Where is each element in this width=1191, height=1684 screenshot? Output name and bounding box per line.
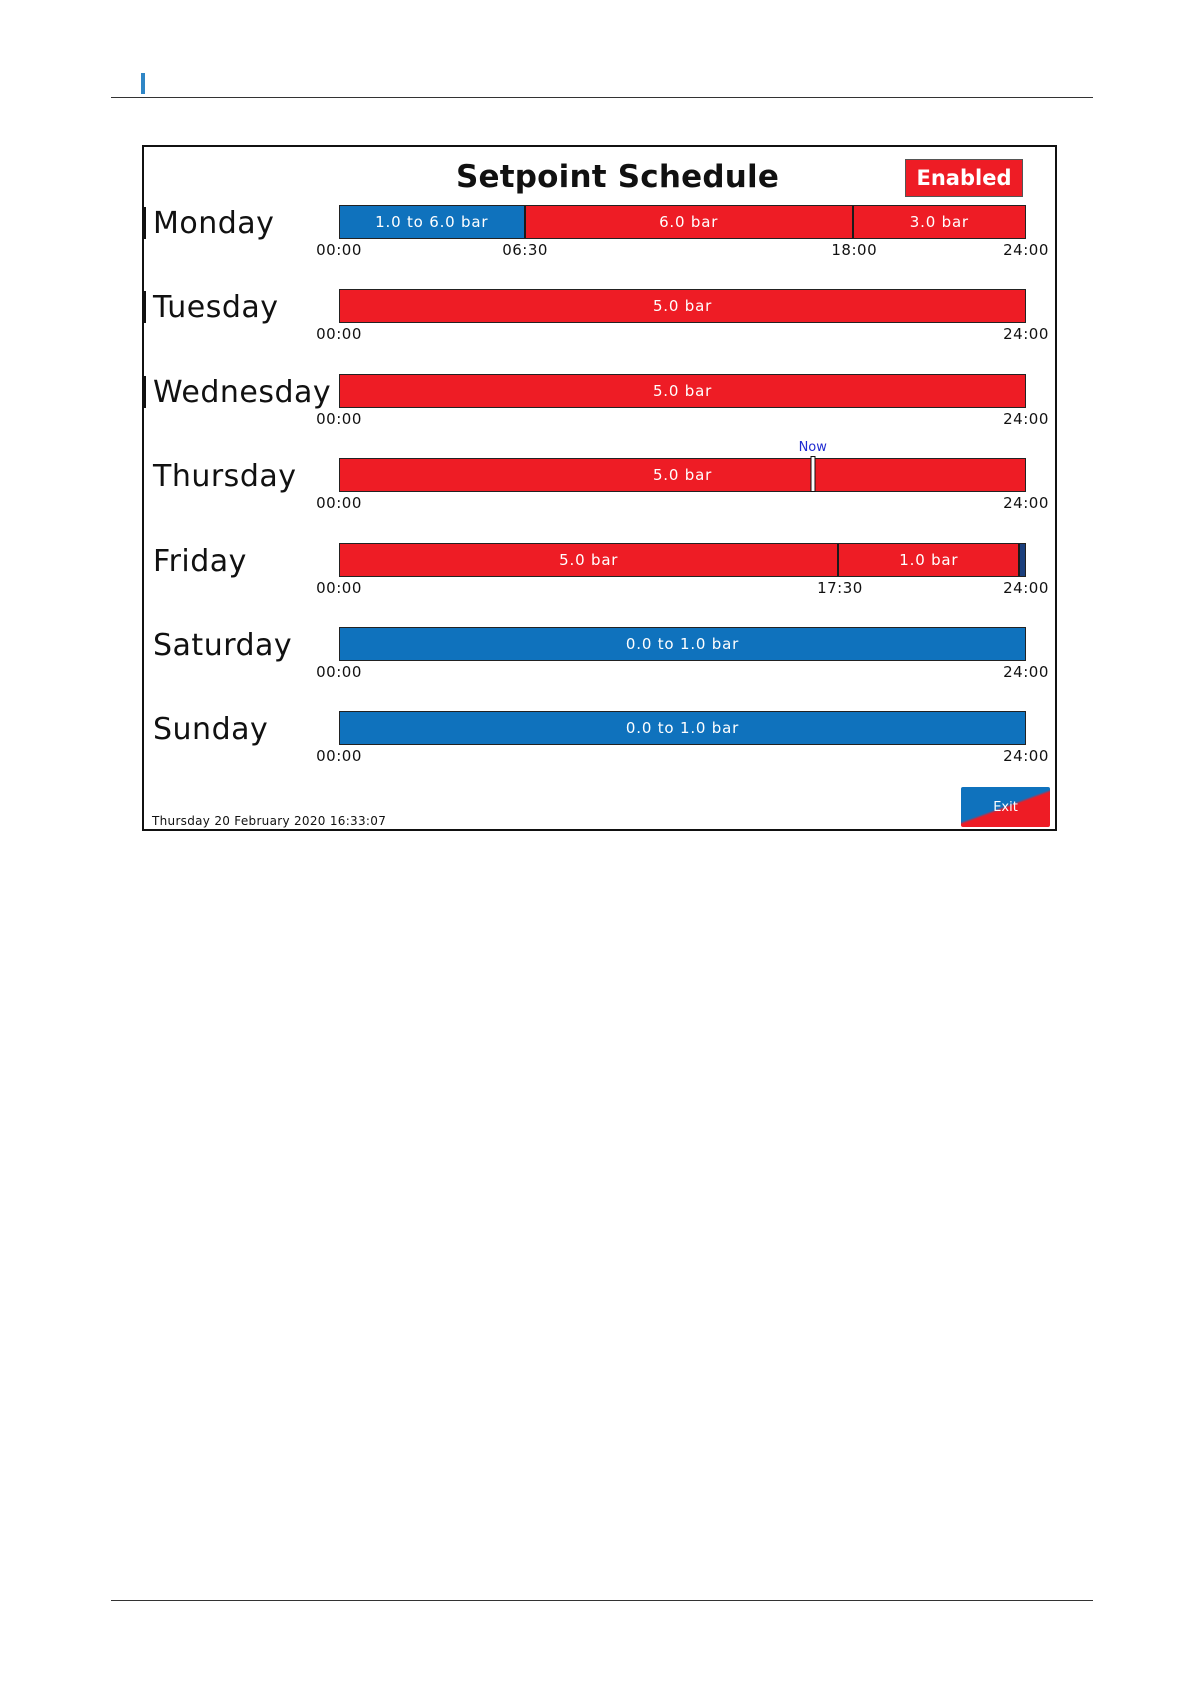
day-row-thursday bbox=[144, 440, 1055, 542]
day-label: Wednesday bbox=[153, 374, 332, 410]
schedule-segment[interactable]: 5.0 bar bbox=[340, 459, 1025, 491]
time-tick-label: 00:00 bbox=[316, 409, 362, 428]
day-row-sunday bbox=[144, 710, 1055, 795]
schedule-segment-end[interactable] bbox=[1020, 544, 1025, 576]
time-tick-label: 17:30 bbox=[817, 578, 863, 597]
schedule-bar[interactable] bbox=[339, 458, 1026, 492]
day-label: Monday bbox=[153, 206, 275, 241]
time-tick-label: 24:00 bbox=[1003, 325, 1049, 344]
schedule-segment[interactable]: 6.0 bar bbox=[526, 206, 854, 238]
footer-rule bbox=[111, 1600, 1093, 1601]
schedule-segment[interactable]: 3.0 bar bbox=[854, 206, 1025, 238]
schedule-segment[interactable]: 0.0 to 1.0 bar bbox=[340, 628, 1025, 660]
time-tick-label: 00:00 bbox=[316, 241, 362, 259]
schedule-segment[interactable]: 5.0 bar bbox=[340, 290, 1025, 322]
day-marker bbox=[144, 291, 146, 323]
time-tick-label: 00:00 bbox=[316, 494, 362, 513]
setpoint-schedule-panel bbox=[142, 145, 1057, 831]
time-tick-label: 00:00 bbox=[316, 747, 362, 766]
now-marker bbox=[810, 456, 815, 492]
header-accent-mark bbox=[141, 73, 145, 94]
day-row-monday bbox=[144, 204, 1055, 289]
schedule-bar[interactable] bbox=[339, 289, 1026, 323]
day-row-friday bbox=[144, 542, 1055, 627]
day-row-tuesday bbox=[144, 288, 1055, 373]
schedule-bar[interactable] bbox=[339, 627, 1026, 661]
time-tick-label: 06:30 bbox=[502, 241, 548, 259]
day-row-wednesday bbox=[144, 373, 1055, 458]
exit-button[interactable]: Exit bbox=[961, 787, 1050, 827]
day-label: Tuesday bbox=[153, 290, 279, 326]
header-rule bbox=[111, 97, 1093, 98]
current-datetime: Thursday 20 February 2020 16:33:07 bbox=[152, 814, 387, 828]
day-label: Thursday bbox=[153, 459, 297, 495]
time-tick-label: 24:00 bbox=[1003, 747, 1049, 766]
day-label: Friday bbox=[153, 543, 247, 579]
time-tick-label: 00:00 bbox=[316, 325, 362, 344]
day-marker bbox=[144, 376, 146, 408]
time-tick-label: 24:00 bbox=[1003, 494, 1049, 513]
schedule-segment[interactable]: 1.0 to 6.0 bar bbox=[340, 206, 526, 238]
schedule-bar[interactable] bbox=[339, 711, 1026, 745]
time-tick-label: 24:00 bbox=[1003, 241, 1049, 259]
day-label: Sunday bbox=[153, 712, 269, 748]
time-tick-label: 24:00 bbox=[1003, 663, 1049, 681]
time-tick-label: 24:00 bbox=[1003, 409, 1049, 428]
time-tick-label: 24:00 bbox=[1003, 578, 1049, 597]
status-badge[interactable]: Enabled bbox=[905, 159, 1023, 197]
time-tick-label: 00:00 bbox=[316, 578, 362, 597]
day-marker bbox=[144, 207, 146, 239]
schedule-segment[interactable]: 1.0 bar bbox=[839, 544, 1020, 576]
schedule-segment[interactable]: 0.0 to 1.0 bar bbox=[340, 712, 1025, 744]
schedule-bar[interactable] bbox=[339, 374, 1026, 408]
page-title: Setpoint Schedule bbox=[456, 159, 780, 195]
schedule-segment[interactable]: 5.0 bar bbox=[340, 544, 839, 576]
schedule-segment[interactable]: 5.0 bar bbox=[340, 375, 1025, 407]
schedule-bar[interactable] bbox=[339, 205, 1026, 239]
time-tick-label: 00:00 bbox=[316, 663, 362, 681]
schedule-bar[interactable] bbox=[339, 543, 1026, 577]
day-label: Saturday bbox=[153, 628, 293, 663]
now-label: Now bbox=[798, 440, 827, 456]
time-tick-label: 18:00 bbox=[831, 241, 878, 259]
day-row-saturday bbox=[144, 626, 1055, 711]
